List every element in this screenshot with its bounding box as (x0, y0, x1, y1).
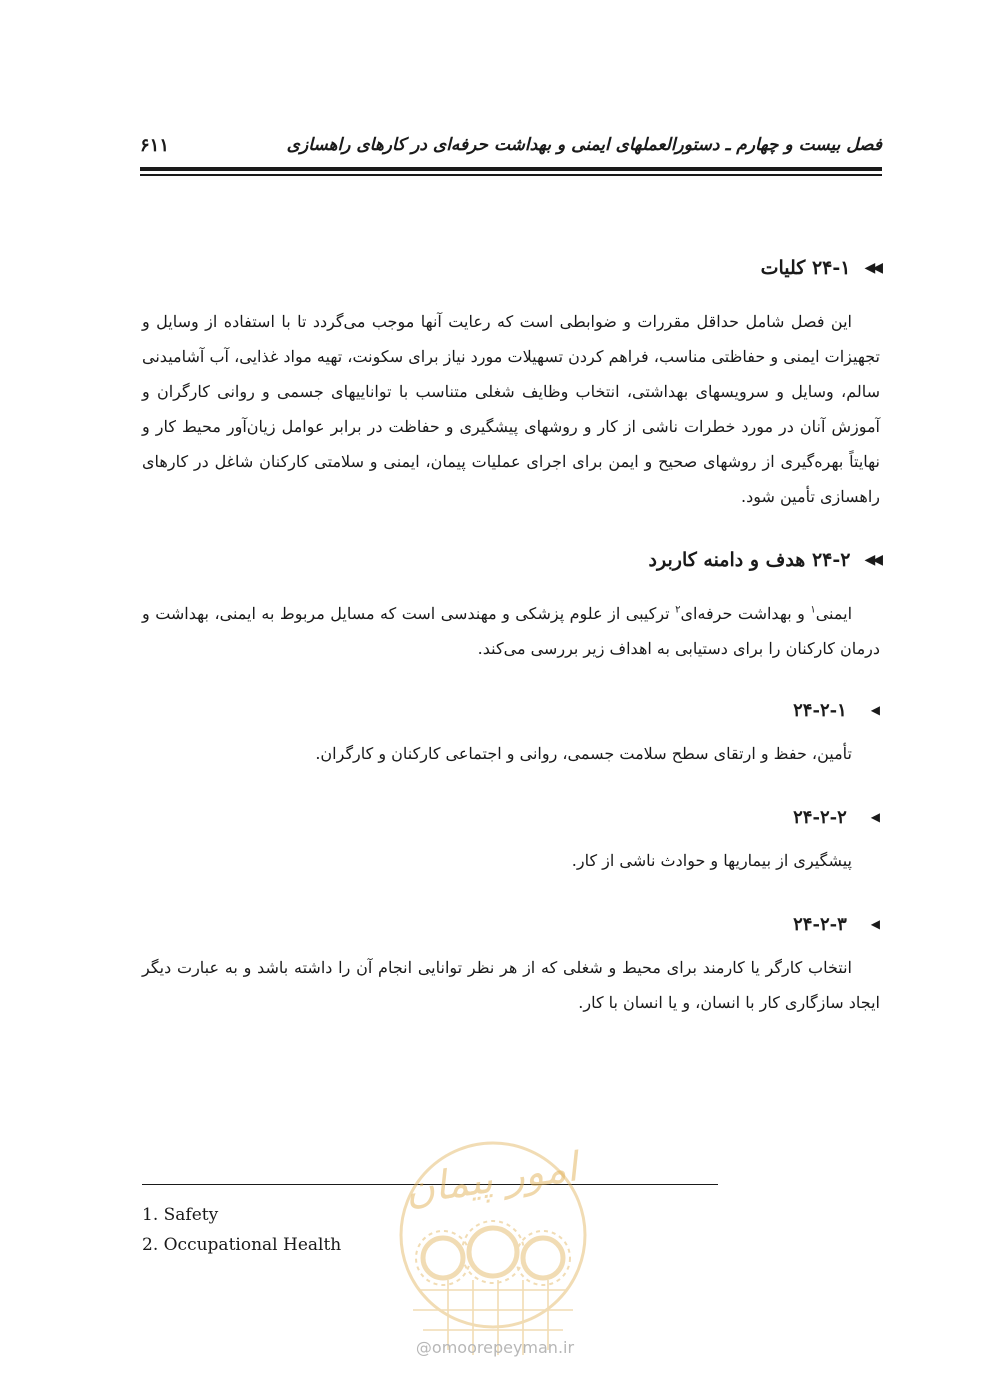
section-heading-scope (142, 542, 880, 578)
arrow-left-icon: ◀ (870, 917, 880, 931)
section-title: ۲۴-۱ کلیات (760, 257, 851, 279)
arrow-left-icon: ◀ (870, 810, 880, 824)
section-paragraph-scope (142, 596, 880, 666)
footnote-ref-1[interactable]: ۱ (810, 604, 816, 616)
double-arrow-icon: ◀◀ (864, 552, 880, 568)
paragraph-text: ایمنی (815, 604, 853, 623)
arrow-left-icon: ◀ (870, 703, 880, 717)
watermark-site: @omoorepeyman.ir (415, 1338, 575, 1357)
subsection-number: ۲۴-۲-۳ (793, 913, 847, 935)
section-heading-general (142, 250, 880, 286)
footnote-1: 1. Safety (142, 1205, 219, 1225)
header-rule-thick (140, 167, 882, 171)
header-rule-thin (140, 174, 882, 176)
page-number: ۶۱۱ (140, 134, 170, 156)
subsection-text-1: تأمین، حفظ و ارتقای سطح سلامت جسمی، روانی و اجتماعی کارکنان و کارگران. (315, 744, 852, 763)
running-head (140, 130, 882, 160)
subsection-text-3: انتخاب کارگر یا کارمند برای محیط و شغلی که از هر نظر توانایی انجام آن را داشته باشد و به عبارت دیگر ایجاد سازگاری کار با انسان، و یا انسان با کار. (142, 958, 880, 1012)
page-content (142, 250, 880, 1020)
running-title: فصل بیست و چهارم ـ دستورالعملهای ایمنی و بهداشت حرفه‌ای در کارهای راهسازی (286, 135, 882, 155)
paragraph-text: و بهداشت حرفه‌ای (680, 604, 811, 623)
paragraph-text: ترکیبی از علوم پزشکی و مهندسی است که مسایل مربوط به ایمنی، بهداشت و درمان کارکنان را برای دستیابی به اهداف زیر بررسی می‌کند. (142, 604, 880, 658)
section-paragraph-general: این فصل شامل حداقل مقررات و ضوابطی است که رعایت آنها موجب می‌گردد تا با استفاده از وسایل و تجهیزات ایمنی و حفاظتی مناسب، فراهم کردن تسهیلات مورد نیاز برای سکونت، تهیه مواد غذایی، آب آشامیدنی سالم، وسایل و سرویسهای بهداشتی، انتخاب وظایف شغلی متناسب با تواناییهای جسمی و روانی کارگران و آموزش آنان در مورد خطرات ناشی از کار و روشهای پیشگیری و حفاظت در برابر عوامل زیان‌آور محیط کار و نهایتاً بهره‌گیری از روشهای صحیح و ایمن برای اجرای عملیات پیمان، ایمنی و سلامتی کارکنان شاغل در کارهای راهسازی تأمین شود. (142, 312, 880, 506)
subsection-heading-2 (142, 801, 880, 833)
footnote-ref-2[interactable]: ۲ (675, 604, 681, 616)
subsection-number: ۲۴-۲-۲ (793, 806, 847, 828)
section-title: ۲۴-۲ هدف و دامنه کاربرد (648, 549, 851, 571)
subsection-heading-3 (142, 908, 880, 940)
footnote-2: 2. Occupational Health (142, 1235, 342, 1255)
subsection-heading-1 (142, 694, 880, 726)
watermark-logo-text: امور پیمان (402, 1144, 581, 1214)
subsection-text-2: پیشگیری از بیماریها و حوادث ناشی از کار. (571, 851, 852, 870)
subsection-number: ۲۴-۲-۱ (793, 699, 847, 721)
double-arrow-icon: ◀◀ (864, 260, 880, 276)
